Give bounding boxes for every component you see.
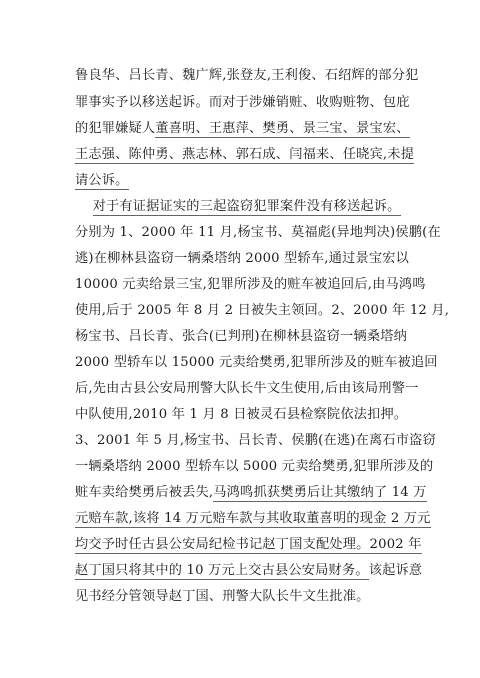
text-line [75,146,414,164]
underlined-text: 元赔车款,该将 14 万元赔车款与其收取董喜明的现金 2 万元 [75,511,431,526]
text-line: 赃车卖给樊勇后被丢失,马鸿鸣抓获樊勇后让其缴纳了 14 万 [75,485,427,500]
text-line: 鲁良华、吕长青、魏广辉,张登友,王利俊、石绍辉的部分犯 [75,68,419,83]
text-line: 使用,后于 2005 年 8 月 2 日被失主领回。2、2000 年 12 月, [75,303,450,318]
text-line: 一辆桑塔纳 2000 型轿车以 5000 元卖给樊勇,犯罪所涉及的 [75,459,434,474]
text-line: 逃)在柳林县盗窃一辆桑塔纳 2000 型轿车,通过景宝宏以 [75,251,410,266]
text-line: 10000 元卖给景三宝,犯罪所涉及的赃车被追回后,由马鸿鸣 [75,277,426,292]
underlined-text: 马鸿鸣抓获樊勇后让其缴纳了 14 万 [213,485,427,500]
underlined-text: 董喜明、王惠萍、樊勇、景三宝、景宝宏、 [155,121,410,136]
text-line: 赵丁国只将其中的 10 万元上交古县公安局财务。该起诉意 [75,563,423,578]
text-line: 杨宝书、吕长青、张合(已判刑)在柳林县盗窃一辆桑塔纳 [75,329,407,344]
text-line [75,198,401,216]
underlined-text: 请公诉。 [75,173,129,188]
text-line: 中队使用,2010 年 1 月 8 日被灵石县检察院依法扣押。 [75,407,408,422]
text-line: 2000 型轿车以 15000 元卖给樊勇,犯罪所涉及的赃车被追回 [75,355,438,370]
underlined-text: 赵丁国只将其中的 10 万元上交古县公安局财务。 [75,563,369,578]
text-line [75,510,431,528]
text-line: 的犯罪嫌疑人董喜明、王惠萍、樊勇、景三宝、景宝宏、 [75,121,410,136]
text-line: 见书经分管领导赵丁国、刑警大队长牛文生批准。 [75,589,370,604]
text-line [75,536,422,554]
text-line: 分别为 1、2000 年 11 月,杨宝书、莫福彪(异地判决)侯鹏(在 [75,225,441,240]
underlined-text: 对于有证据证实的三起盗窃犯罪案件没有移送起诉。 [92,199,401,214]
underlined-text: 王志强、陈仲勇、燕志林、郭石成、闫福来、任晓宾,未提 [75,147,415,162]
text-line: 3、2001 年 5 月,杨宝书、吕长青、侯鹏(在逃)在离石市盗窃 [75,433,436,448]
text-line [75,172,129,190]
text-line: 后,先由古县公安局刑警大队长牛文生使用,后由该局刑警一 [75,381,419,396]
underlined-text: 均交予时任古县公安局纪检书记赵丁国支配处理。2002 年 [75,537,422,552]
text-line: 罪事实予以移送起诉。而对于涉嫌销赃、收购赃物、包庇 [75,95,410,110]
